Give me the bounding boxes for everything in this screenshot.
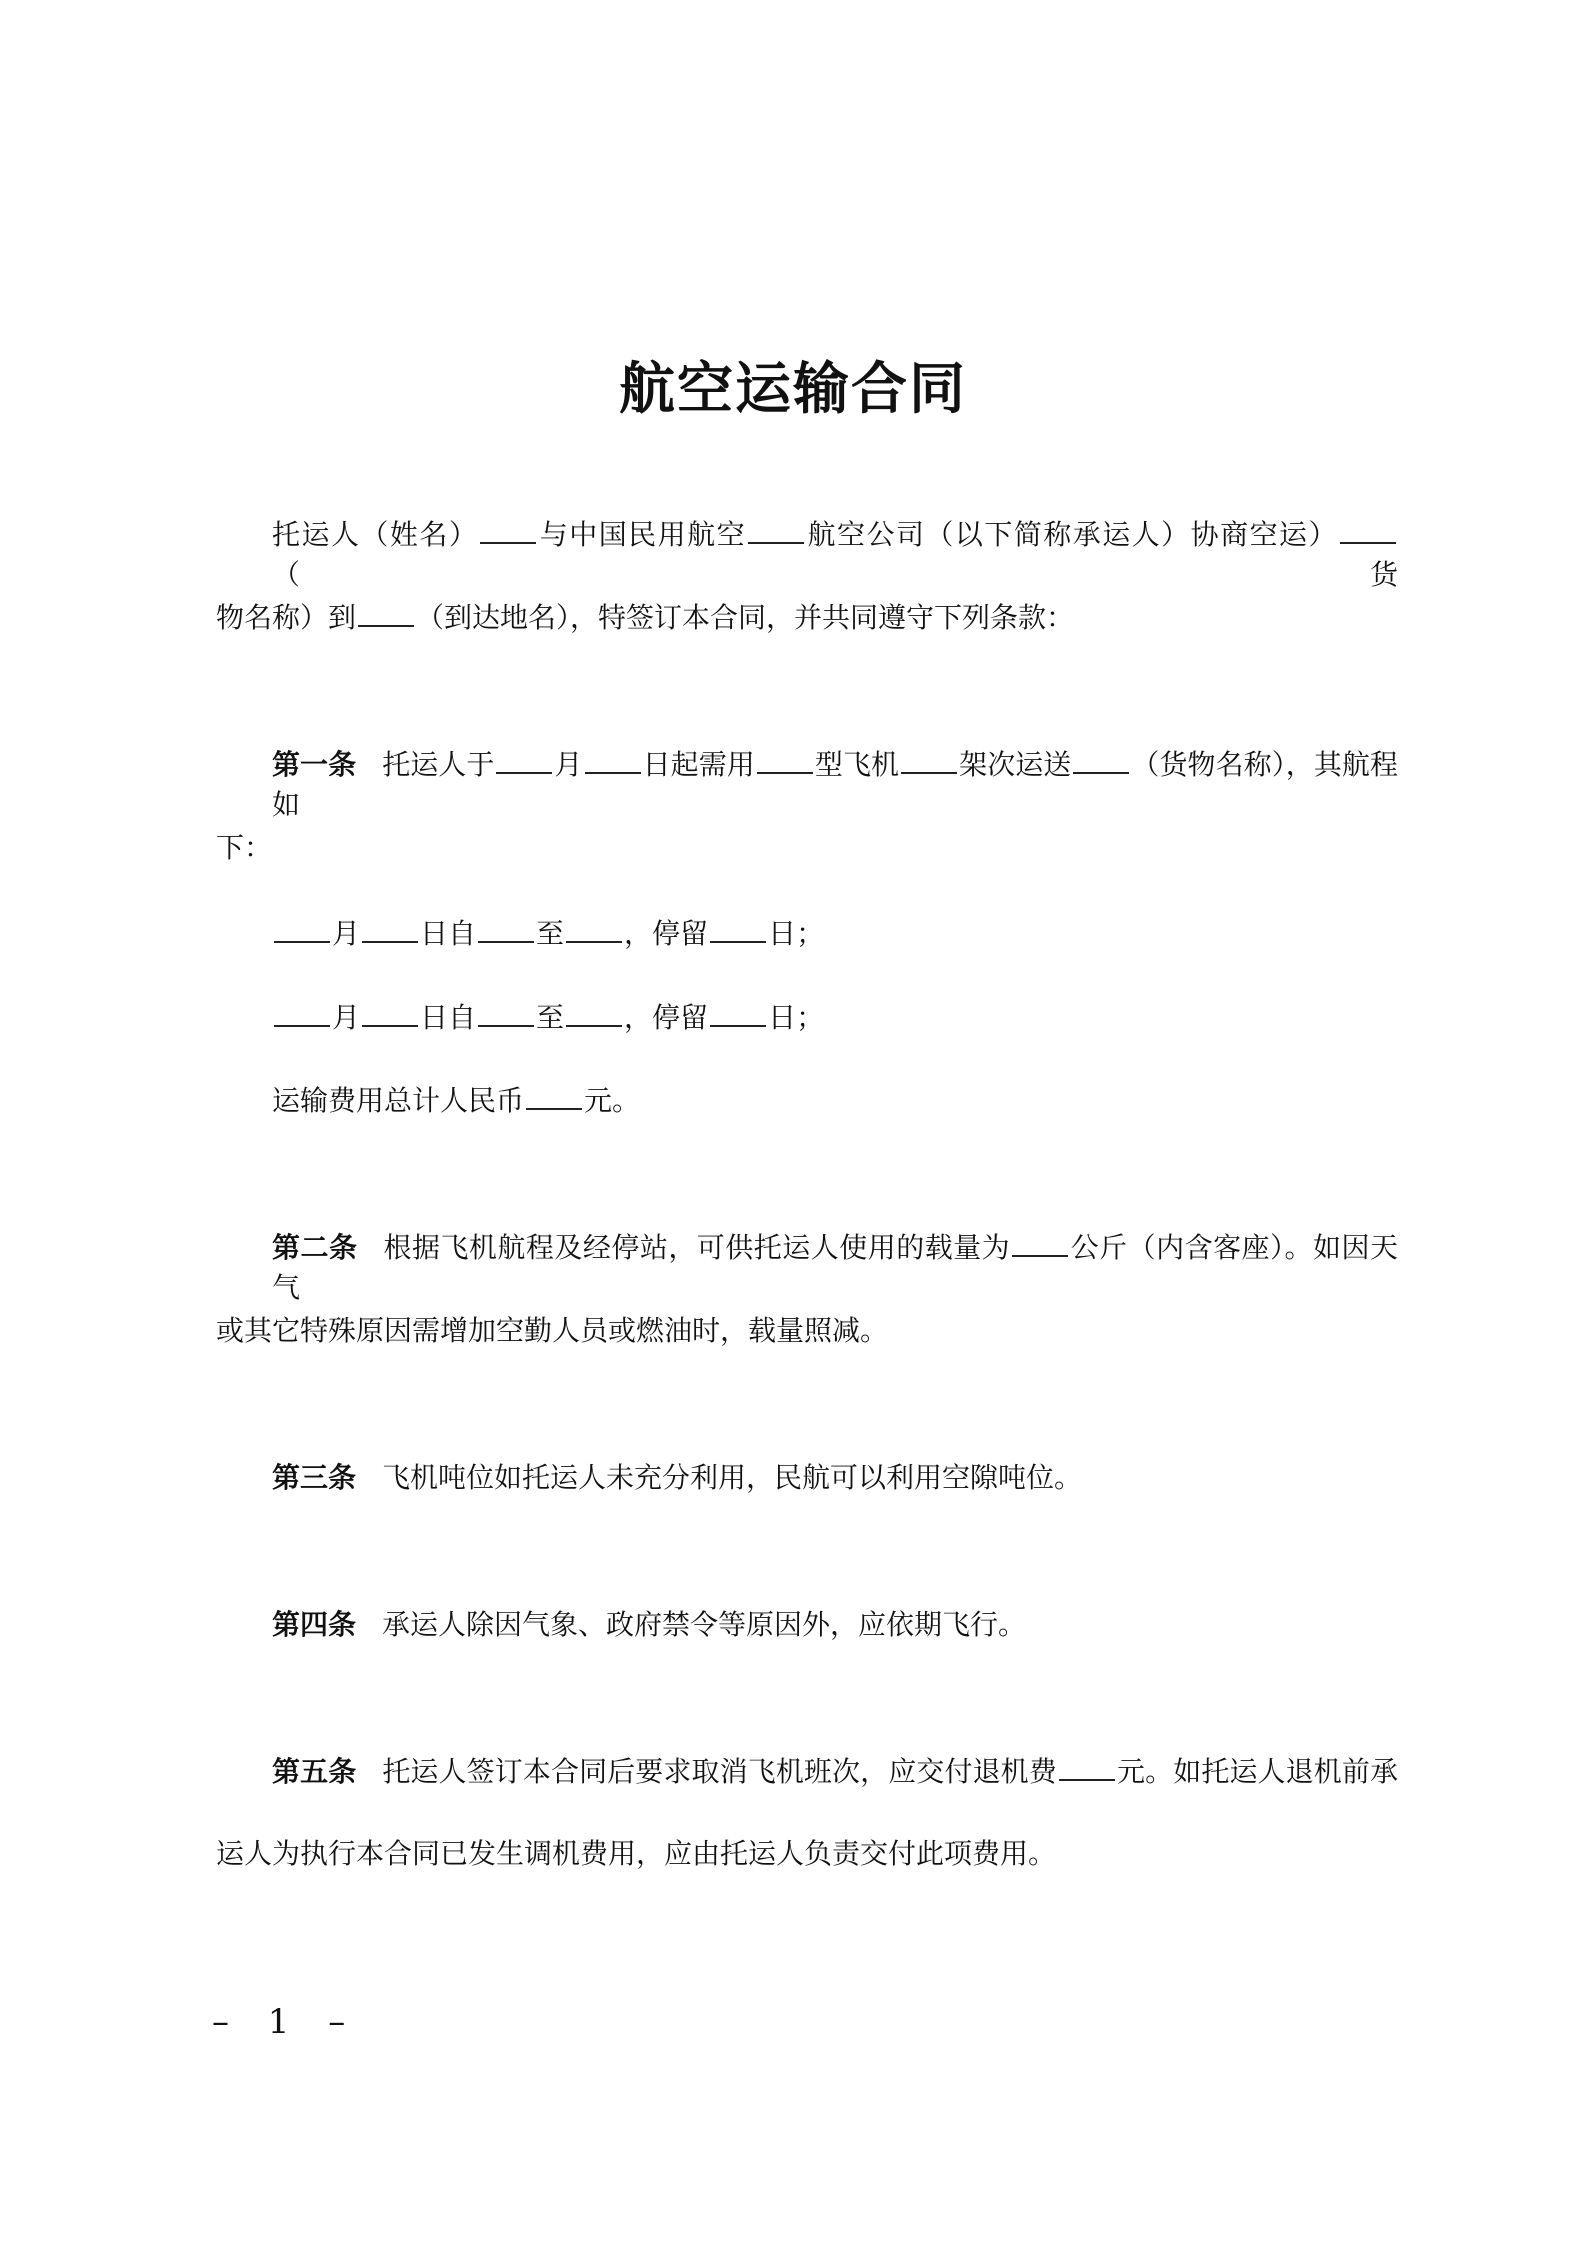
text-segment: 至 bbox=[536, 917, 565, 950]
fill-in-blank[interactable] bbox=[757, 744, 813, 774]
article-heading: 第四条 bbox=[272, 1608, 357, 1641]
text-segment: 型飞机 bbox=[814, 748, 900, 781]
fill-in-blank[interactable] bbox=[480, 514, 536, 544]
text-line bbox=[216, 1605, 1398, 1645]
article-heading: 第一条 bbox=[272, 748, 357, 781]
text-segment: 日； bbox=[768, 917, 825, 950]
text-line bbox=[216, 1751, 1398, 1792]
fill-in-blank[interactable] bbox=[478, 913, 534, 943]
fill-in-blank[interactable] bbox=[901, 744, 957, 774]
article-heading: 第二条 bbox=[272, 1231, 358, 1264]
fill-in-blank[interactable] bbox=[1340, 514, 1396, 544]
text-segment: 物名称）到 bbox=[216, 601, 357, 634]
text-segment: 承运人除因气象、政府禁令等原因外，应依期飞行。 bbox=[382, 1608, 1027, 1641]
text-segment: ，停留 bbox=[624, 1001, 709, 1034]
text-segment: 航空公司（以下简称承运人）协商空运） bbox=[806, 518, 1338, 551]
text-line bbox=[216, 744, 1398, 825]
text-segment: 托运人签订本合同后要求取消飞机班次，应交付退机费 bbox=[382, 1755, 1057, 1788]
text-segment: 架次运送 bbox=[959, 748, 1072, 781]
fill-in-blank[interactable] bbox=[274, 997, 330, 1027]
text-segment: 飞机吨位如托运人未充分利用，民航可以利用空隙吨位。 bbox=[382, 1461, 1083, 1494]
text-segment: （到达地名），特签订本合同，并共同遵守下列条款： bbox=[416, 601, 1075, 634]
text-segment: 根据飞机航程及经停站，可供托运人使用的载量为 bbox=[383, 1231, 1011, 1264]
text-segment: 至 bbox=[536, 1001, 565, 1034]
text-segment: 月 bbox=[332, 917, 361, 950]
text-segment: 下： bbox=[216, 831, 273, 864]
text-line bbox=[216, 597, 1398, 638]
fill-in-blank[interactable] bbox=[566, 997, 622, 1027]
text-line bbox=[216, 913, 1398, 954]
fill-in-blank[interactable] bbox=[358, 597, 414, 627]
text-segment: 与中国民用航空 bbox=[538, 518, 747, 551]
text-line bbox=[216, 514, 1398, 595]
fill-in-blank[interactable] bbox=[748, 514, 804, 544]
text-segment: 运人为执行本合同已发生调机费用，应由托运人负责交付此项费用。 bbox=[216, 1837, 1057, 1870]
fill-in-blank[interactable] bbox=[526, 1080, 582, 1110]
text-segment: 公斤（内含客座）。如因天气 bbox=[272, 1231, 1398, 1304]
fill-in-blank[interactable] bbox=[1073, 744, 1129, 774]
fill-in-blank[interactable] bbox=[710, 997, 766, 1027]
fill-in-blank[interactable] bbox=[496, 744, 552, 774]
article-heading: 第五条 bbox=[272, 1755, 357, 1788]
fill-in-blank[interactable] bbox=[710, 913, 766, 943]
text-segment: 日自 bbox=[420, 917, 477, 950]
text-line bbox=[216, 1311, 1398, 1351]
text-line bbox=[216, 1834, 1398, 1874]
fill-in-blank[interactable] bbox=[478, 997, 534, 1027]
page-number: – 1 – bbox=[212, 2002, 360, 2042]
text-segment: （货 bbox=[272, 558, 1398, 591]
fill-in-blank[interactable] bbox=[585, 744, 641, 774]
document-title: 航空运输合同 bbox=[619, 357, 967, 422]
text-segment: 日起需用 bbox=[642, 748, 755, 781]
text-segment: 元。 bbox=[584, 1084, 641, 1117]
fill-in-blank[interactable] bbox=[362, 997, 418, 1027]
text-line bbox=[216, 828, 1398, 868]
text-segment: 月 bbox=[554, 748, 583, 781]
fill-in-blank[interactable] bbox=[362, 913, 418, 943]
text-segment: （货物名称），其航程如 bbox=[272, 748, 1398, 821]
text-segment: 日自 bbox=[420, 1001, 477, 1034]
fill-in-blank[interactable] bbox=[566, 913, 622, 943]
text-segment: 或其它特殊原因需增加空勤人员或燃油时，载量照减。 bbox=[216, 1314, 889, 1347]
text-segment: 托运人于 bbox=[382, 748, 495, 781]
fill-in-blank[interactable] bbox=[1012, 1227, 1068, 1257]
article-heading: 第三条 bbox=[272, 1461, 357, 1494]
fill-in-blank[interactable] bbox=[1059, 1751, 1115, 1781]
text-segment: 元。如托运人退机前承 bbox=[1116, 1755, 1398, 1788]
text-line bbox=[216, 997, 1398, 1038]
text-segment: 托运人（姓名） bbox=[272, 518, 479, 551]
text-line bbox=[216, 1458, 1398, 1498]
text-segment: 日； bbox=[768, 1001, 825, 1034]
text-segment: 月 bbox=[332, 1001, 361, 1034]
text-line bbox=[216, 1227, 1398, 1308]
fill-in-blank[interactable] bbox=[274, 913, 330, 943]
text-line bbox=[216, 1080, 1398, 1121]
text-segment: ，停留 bbox=[624, 917, 709, 950]
text-segment: 运输费用总计人民币 bbox=[272, 1084, 525, 1117]
